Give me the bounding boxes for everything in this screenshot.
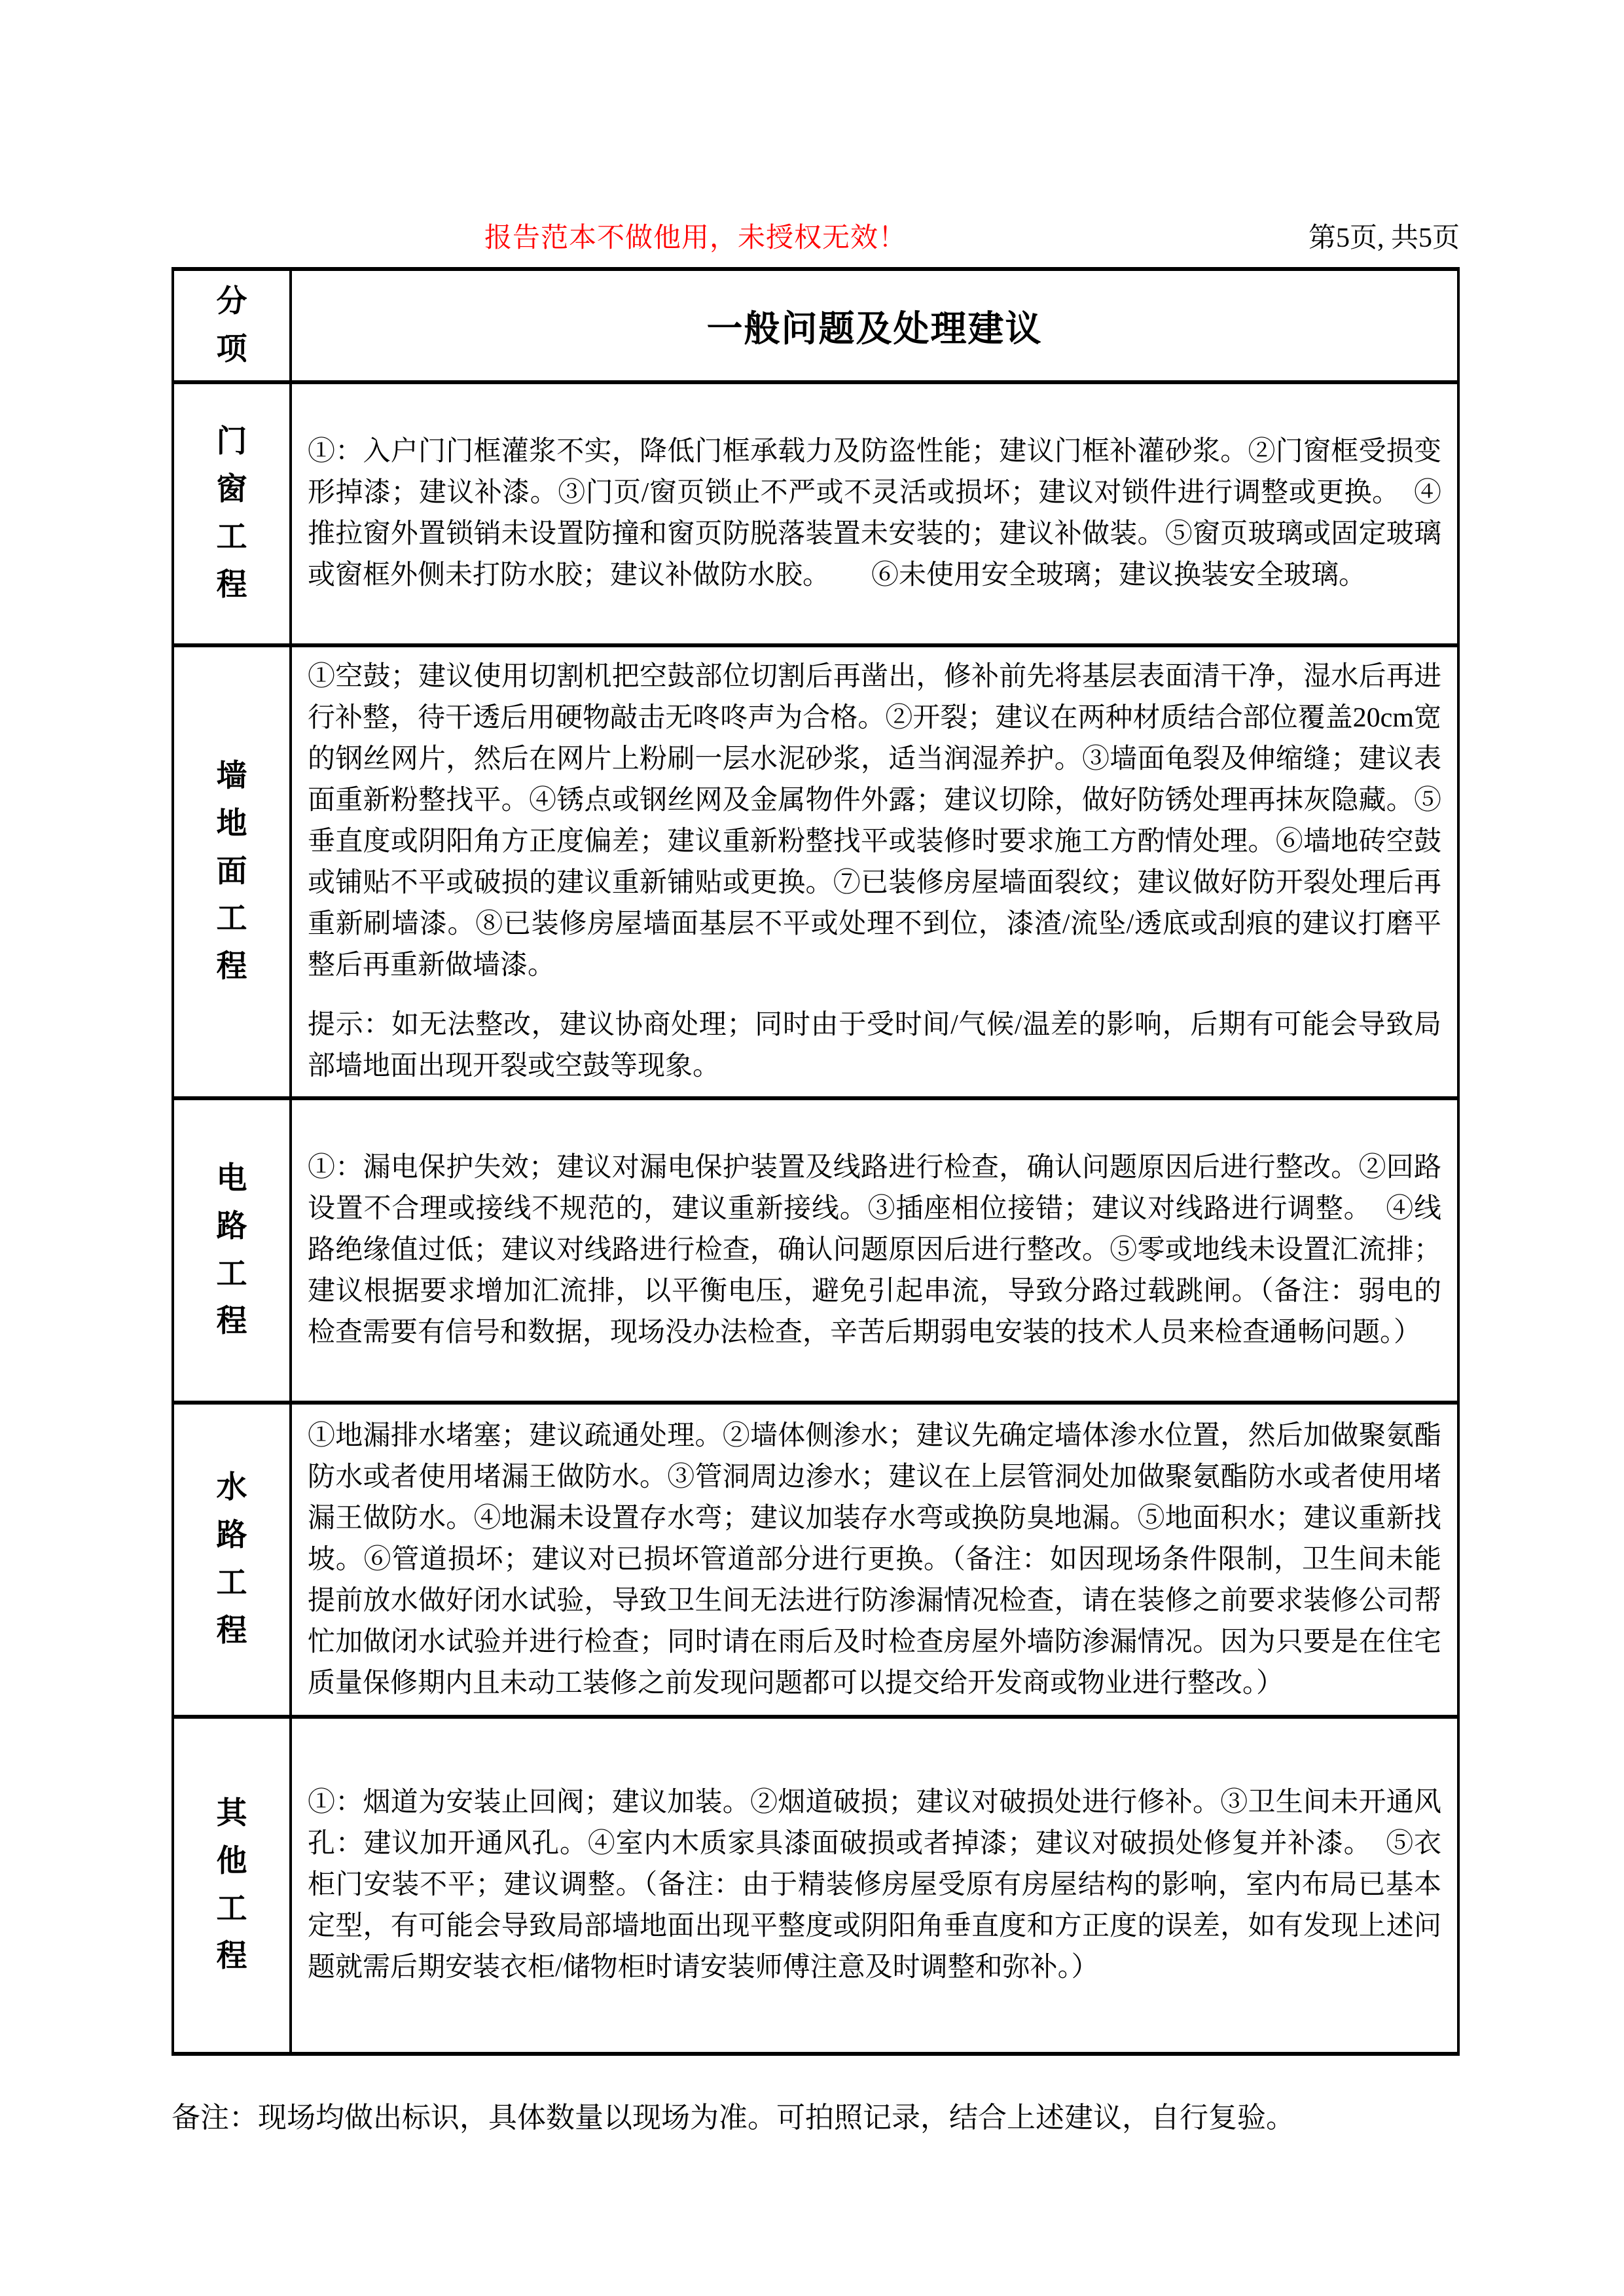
- page-number: 第5页, 共5页: [1308, 223, 1460, 253]
- content-cell-wall-floor: [291, 645, 1458, 1098]
- category-label-plumbing: 水路工程: [216, 1471, 247, 1648]
- content-text-wall-floor: ①空鼓；建议使用切割机把空鼓部位切割后再凿出，修补前先将基层表面清干净，湿水后再进行补整，待干透后用硬物敲击无咚咚声为合格。②开裂；建议在两种材质结合部位覆盖20cm宽的钢丝网片，然后在网片上粉刷一层水泥砂浆，适当润湿养护。③墙面龟裂及伸缩缝；建议表面重新粉整找平。④锈点或钢丝网及金属物件外露；建议切除，做好防锈处理再抹灰隐藏。⑤垂直度或阴阳角方正度偏差；建议重新粉整找平或装修时要求施工方酌情处理。⑥墙地砖空鼓或铺贴不平或破损的建议重新铺贴或更换。⑦已装修房屋墙面裂纹；建议做好防开裂处理后再重新刷墙漆。⑧已装修房屋墙面基层不平或处理不到位，漆渣/流坠/透底或刮痕的建议打磨平整后再重新做墙漆。: [308, 662, 1441, 980]
- content-text-plumbing: ①地漏排水堵塞；建议疏通处理。②墙体侧渗水；建议先确定墙体渗水位置，然后加做聚氨酯防水或者使用堵漏王做防水。③管洞周边渗水；建议在上层管洞处加做聚氨酯防水或者使用堵漏王做防水。④地漏未设置存水弯；建议加装存水弯或换防臭地漏。⑤地面积水；建议重新找坡。⑥管道损坏；建议对已损坏管道部分进行更换。（备注：如因现场条件限制，卫生间未能提前放水做好闭水试验，导致卫生间无法进行防渗漏情况检查，请在装修之前要求装修公司帮忙加做闭水试验并进行检查；同时请在雨后及时检查房屋外墙防渗漏情况。因为只要是在住宅质量保修期内且未动工装修之前发现问题都可以提交给开发商或物业进行整改。）: [308, 1420, 1441, 1698]
- table-row-other: [173, 1717, 1458, 2054]
- content-text-circuit: ①：漏电保护失效；建议对漏电保护装置及线路进行检查，确认问题原因后进行整改。②回路设置不合理或接线不规范的，建议重新接线。③插座相位接错；建议对线路进行调整。 ④线路绝缘值过低；建议对线路进行检查，确认问题原因后进行整改。⑤零或地线未设置汇流排；建议根据要求增加汇流排，以平衡电压，避免引起串流，导致分路过载跳闸。（备注：弱电的检查需要有信号和数据，现场没办法检查，辛苦后期弱电安装的技术人员来检查通畅问题。）: [308, 1153, 1441, 1348]
- category-cell-other: [173, 1717, 291, 2054]
- content-text-doors-windows: ①：入户门门框灌浆不实，降低门框承载力及防盗性能；建议门框补灌砂浆。②门窗框受损变形掉漆；建议补漆。③门页/窗页锁止不严或不灵活或损坏；建议对锁件进行调整或更换。 ④推拉窗外置锁销未设置防撞和窗页防脱落装置未安装的；建议补做装。⑤窗页玻璃或固定玻璃或窗框外侧未打防水胶；建议补做防水胶。 ⑥未使用安全玻璃；建议换装安全玻璃。: [308, 437, 1441, 590]
- content-cell-circuit: [291, 1098, 1458, 1403]
- page-header: [171, 216, 1460, 255]
- content-cell-plumbing: [291, 1403, 1458, 1717]
- content-cell-other: [291, 1717, 1458, 2054]
- category-cell-wall-floor: [173, 645, 291, 1098]
- header-cell-title: [291, 269, 1458, 382]
- category-label-doors-windows: 门窗工程: [216, 425, 247, 602]
- header-category-label: 分项: [216, 284, 247, 367]
- table-row-plumbing: [173, 1403, 1458, 1717]
- header-cell-category: [173, 269, 291, 382]
- table-row-doors-windows: [173, 382, 1458, 645]
- category-cell-plumbing: [173, 1403, 291, 1717]
- category-cell-circuit: [173, 1098, 291, 1403]
- watermark-text: 报告范本不做他用，未授权无效！: [484, 223, 907, 253]
- category-label-circuit: 电路工程: [216, 1161, 247, 1339]
- table-row-wall-floor: [173, 645, 1458, 1098]
- table-title: 一般问题及处理建议: [706, 309, 1043, 349]
- content-text-other: ①：烟道为安装止回阀；建议加装。②烟道破损；建议对破损处进行修补。③卫生间未开通风孔：建议加开通风孔。④室内木质家具漆面破损或者掉漆；建议对破损处修复并补漆。 ⑤衣柜门安装不平；建议调整。（备注：由于精装修房屋受原有房屋结构的影响，室内布局已基本定型，有可能会导致局部墙地面出现平整度或阴阳角垂直度和方正度的误差，如有发现上述问题就需后期安装衣柜/储物柜时请安装师傅注意及时调整和弥补。）: [308, 1787, 1441, 1982]
- table-row-circuit: [173, 1098, 1458, 1403]
- issues-table: [171, 267, 1460, 2056]
- footer-note: 备注：现场均做出标识，具体数量以现场为准。可拍照记录，结合上述建议，自行复验。: [171, 2102, 1295, 2134]
- category-label-wall-floor: 墙地面工程: [216, 759, 247, 984]
- content-cell-doors-windows: [291, 382, 1458, 645]
- table-header-row: [173, 269, 1458, 382]
- category-cell-doors-windows: [173, 382, 291, 645]
- category-label-other: 其他工程: [216, 1796, 247, 1974]
- content-note-wall-floor: 提示：如无法整改，建议协商处理；同时由于受时间/气候/温差的影响，后期有可能会导致局部墙地面出现开裂或空鼓等现象。: [308, 1010, 1441, 1081]
